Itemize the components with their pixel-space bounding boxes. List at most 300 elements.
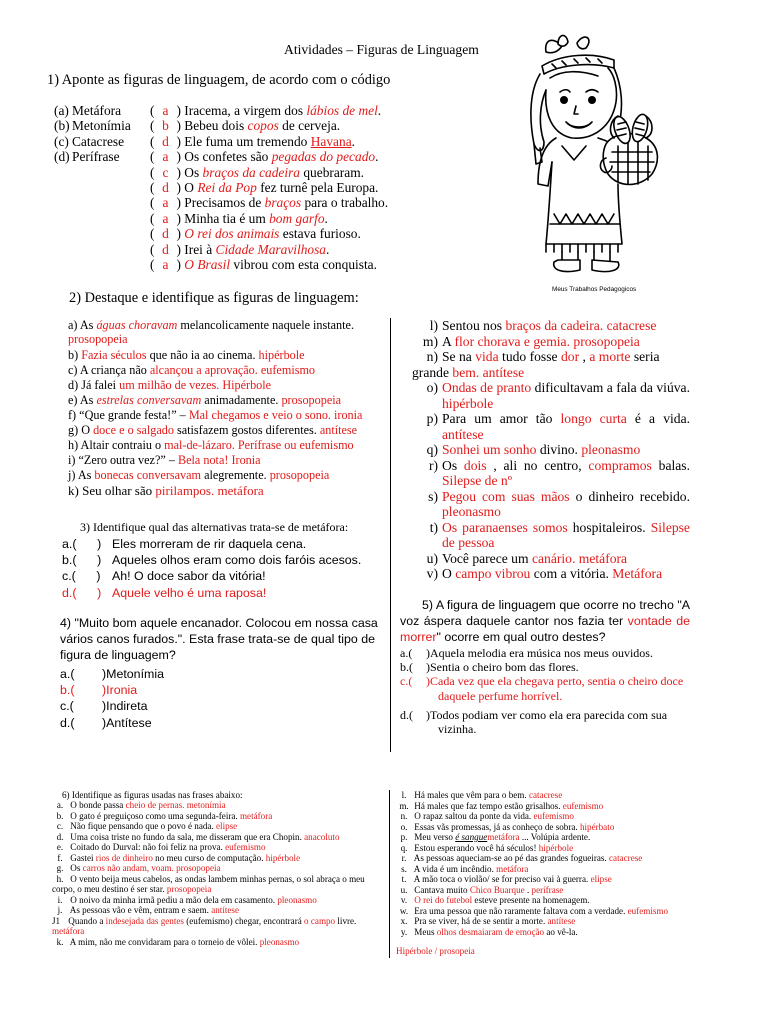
q1-paren-close: ) <box>176 226 181 242</box>
q6-item <box>396 811 716 822</box>
q6-text: O rapaz saltou da ponte da vida. <box>414 811 532 821</box>
q1-item <box>150 242 329 258</box>
q1-code-row <box>54 118 131 134</box>
q2-item-text <box>442 566 690 581</box>
q2-answer: Ironia <box>231 453 261 468</box>
q6-item-label: q. <box>400 842 408 853</box>
q2-answer: prosopopeia <box>269 468 330 483</box>
q1-answer-letter: a <box>162 210 169 226</box>
q5-option-label: b.( <box>400 660 413 675</box>
q1-paren-close: ) <box>176 133 181 149</box>
q1-paren-open: ( <box>150 103 155 118</box>
q1-paren-close: ) <box>176 103 181 118</box>
q1-figure-highlight: copos <box>247 118 279 134</box>
q6-item <box>396 927 716 938</box>
q2-answer: prosopopeia <box>281 392 342 407</box>
q6-highlight: metáfora <box>487 832 520 842</box>
q2-text: A <box>442 333 452 349</box>
q1-text: de cerveja. <box>282 118 341 134</box>
q5-option <box>400 674 690 702</box>
q1-text: estava furioso. <box>282 226 361 242</box>
q2-answer: pleonasmo <box>442 504 501 520</box>
q1-paren-open: ( <box>150 226 155 242</box>
q6-highlight: eufemismo <box>533 811 574 821</box>
q6-text: A vida é um incêndio. <box>413 863 494 874</box>
q4-option <box>60 666 164 682</box>
q2-item <box>68 378 386 392</box>
q6-highlight: olhos desmaiaram de emoção <box>436 926 545 937</box>
q1-item <box>150 211 328 227</box>
q2-item-label: i) <box>68 453 76 468</box>
q6-highlight: O rei do futebol <box>414 895 473 905</box>
q2-item-label: b) <box>68 347 79 362</box>
q2-item-label: k) <box>68 482 79 498</box>
q6-text: Gastei <box>70 852 94 863</box>
q2-item-label: q) <box>426 442 438 458</box>
q6-item-label: m. <box>399 800 409 811</box>
q1-paren-open: ( <box>150 210 155 226</box>
q6-highlight: eufemismo <box>225 842 266 852</box>
q2-item-label: d) <box>68 377 79 392</box>
q6-item <box>396 895 716 906</box>
q2-item <box>412 489 690 520</box>
q6-item-label: r. <box>401 853 407 863</box>
q1-figure-highlight: O Brasil <box>184 257 231 272</box>
q2-highlight: dor <box>560 349 580 365</box>
q2-answer: Perífrase ou eufemismo <box>237 438 354 453</box>
q6-text: Coitado do Durval: não foi feliz na prova. <box>70 842 223 852</box>
q1-answer-letter: d <box>162 180 169 195</box>
q2-item-label: p) <box>426 411 438 427</box>
q1-text: Precisamos de <box>184 195 262 211</box>
q6-text: (eufemismo) chegar, encontrará <box>186 915 302 926</box>
q5-option-label: c.( <box>400 674 413 689</box>
q2-answer: antítese <box>442 426 484 442</box>
q6-item-label: v. <box>400 895 408 905</box>
q3-option-label: a.( ) <box>62 537 102 551</box>
q6-left-column <box>52 800 384 947</box>
q2-item-text <box>442 442 690 457</box>
q2-answer: metáfora <box>217 482 264 498</box>
q1-figure-highlight: braços <box>264 195 302 211</box>
q1-text: Irei à <box>184 241 213 257</box>
q4-option-label: a.( <box>60 667 75 681</box>
q2-item <box>412 380 690 411</box>
q2-text: “Que grande festa!” – <box>79 407 186 422</box>
q1-code-row <box>54 103 121 119</box>
q6-highlight: prosopopeia <box>166 884 212 894</box>
q3-option <box>62 585 361 601</box>
q2-highlight: a morte <box>589 349 631 365</box>
q6-text: Pra se viver, há de se sentir a morte. <box>414 916 546 926</box>
q5-option-text: )Todos podiam ver como ela era parecida com sua vizinha. <box>426 707 668 737</box>
q2-item-label: t) <box>429 519 438 535</box>
q6-item <box>396 916 716 927</box>
q1-text: vibrou com esta conquista. <box>233 257 377 272</box>
q2-highlight: Os paranaenses somos <box>442 519 568 535</box>
q1-answer-letter: d <box>162 241 169 257</box>
q6-highlight: elipse <box>590 874 612 884</box>
q6-text: Há males que vêm para o bem. <box>414 790 527 800</box>
q4-options <box>60 666 164 731</box>
q2-item-label: e) <box>68 392 78 407</box>
q2-item-text <box>442 411 690 442</box>
q2-item <box>412 334 690 349</box>
q6-item-label: x. <box>400 916 408 926</box>
q2-text: Sentou nos <box>442 318 503 333</box>
q6-text: A mim, não me convidaram para o torneio de vôlei. <box>69 936 258 947</box>
q3-option-text: Aqueles olhos eram como dois faróis acesos. <box>112 553 362 568</box>
q6-footer: Hipérbole / prosopeia <box>396 946 475 956</box>
q2-answer: Hipérbole <box>222 377 272 392</box>
q6-item-label: b. <box>56 810 64 821</box>
q6-text: As pessoas aqueciam-se ao pé das grandes fogueiras. <box>413 853 607 863</box>
q2-item <box>412 349 690 380</box>
q1-paren-close: ) <box>176 241 181 257</box>
q2-text: As <box>79 392 94 407</box>
q6-highlight: catacrese <box>609 853 643 863</box>
q6-item <box>52 811 384 822</box>
q2-item-label: f) <box>68 407 77 422</box>
q6-highlight: perífrase <box>531 884 564 895</box>
q1-answer-letter: a <box>162 195 169 211</box>
q1-answer-letter: a <box>162 257 169 272</box>
q1-item <box>150 118 340 134</box>
q4-option-label: d.( <box>60 715 75 730</box>
q2-item <box>412 458 690 489</box>
q1-answer-letter: c <box>162 164 169 180</box>
q6-item <box>52 874 384 895</box>
q1-text: quebraram. <box>303 164 364 180</box>
q6-item-label: J1 <box>52 915 61 926</box>
q6-text: Meu verso <box>414 832 453 842</box>
q6-item-label: y. <box>400 926 408 937</box>
q1-code-name: Catacrese <box>72 133 125 149</box>
q6-highlight: o campo <box>304 915 336 926</box>
q2-item <box>68 438 386 452</box>
illustration-svg <box>522 34 672 284</box>
q1-paren-open: ( <box>150 118 155 134</box>
q2-item <box>68 423 386 437</box>
q6-highlight: hipérbole <box>538 842 574 853</box>
q1-paren-close: ) <box>176 195 181 211</box>
q6-item <box>396 790 716 801</box>
q6-item <box>396 864 716 875</box>
q2-item <box>68 348 386 362</box>
q3-option <box>62 536 361 552</box>
q2-highlight: um milhão de vezes. <box>119 377 220 392</box>
q5-option <box>400 660 690 674</box>
q2-item-text <box>442 489 690 520</box>
q6-highlight: carros não andam, voam. prosopopeia <box>82 863 221 873</box>
q2-highlight: Ondas de pranto <box>442 380 532 396</box>
q1-paren-open: ( <box>150 257 155 272</box>
q2-item-label: r) <box>428 457 438 473</box>
q2-item <box>412 566 690 581</box>
q2-item <box>68 408 386 422</box>
q2-highlight: campo vibrou <box>455 566 531 582</box>
q6-text: Era uma pessoa que não raramente faltava com a verdade. <box>414 905 626 916</box>
q6-highlight: Chico Buarque <box>469 884 525 895</box>
q1-text: fez turnê pela Europa. <box>260 180 379 195</box>
q6-item-label: u. <box>400 884 408 895</box>
q2-item-label: s) <box>428 488 438 504</box>
q2-text: A criança não <box>79 362 147 377</box>
q3-heading: 3) Identifique qual das alternativas trata-se de metáfora: <box>80 520 349 534</box>
q2-text: Os <box>442 457 458 473</box>
q1-paren-open: ( <box>150 180 155 195</box>
q1-text: Bebeu dois <box>184 118 245 134</box>
q2-highlight: Fazia séculos <box>81 347 147 362</box>
q2-answer: prosopopeia <box>573 333 640 349</box>
q3-option-text: Aquele velho é uma raposa! <box>112 585 267 600</box>
q1-code-row <box>54 149 120 165</box>
q6-item <box>396 906 716 917</box>
q5-heading-b: " ocorre em qual outro destes? <box>436 630 606 645</box>
q1-item <box>150 180 378 196</box>
q6-highlight: metáfora <box>52 926 85 936</box>
q6-item-label: c. <box>56 821 64 831</box>
q6-highlight: eufemismo <box>562 800 604 811</box>
q2-highlight: Pegou com suas mãos <box>442 488 570 504</box>
q4-option-text: )Antítese <box>102 715 152 730</box>
q6-item <box>52 916 384 937</box>
q1-figure-highlight: O rei dos animais <box>184 226 280 242</box>
q6-item-label: o. <box>400 821 408 832</box>
q4-option-label: c.( <box>60 699 74 714</box>
q2-text: As <box>77 468 92 483</box>
q6-highlight: rios de dinheiro <box>95 852 153 863</box>
q6-text: Os <box>70 863 81 873</box>
q2-item-label: o) <box>426 380 438 396</box>
q1-paren-open: ( <box>150 133 155 149</box>
q6-item <box>396 822 716 833</box>
q2-text: As <box>79 318 94 332</box>
q6-highlight: metáfora <box>496 863 529 874</box>
q2-item <box>68 453 386 467</box>
q2-highlight: águas choravam <box>96 318 178 332</box>
q1-text: . <box>324 210 328 226</box>
q2-text: melancolicamente naquele instante. <box>180 318 354 332</box>
q6-text: no meu curso de computação. <box>155 852 264 863</box>
q6-text: O vento beija meus cabelos, as ondas lambem minhas pernas, o sol abraça o meu corpo, o meu destino é ser star. <box>52 873 365 894</box>
q1-text: . <box>375 149 379 165</box>
q2-item-label: l) <box>429 318 438 333</box>
q2-text: é a vida. <box>634 411 691 427</box>
q1-code-name: Perífrase <box>72 149 120 165</box>
q6-item-label: d. <box>56 831 64 842</box>
q6-item-label: a. <box>56 800 64 810</box>
q2-highlight: longo curta <box>560 411 627 427</box>
q2-item-label: c) <box>68 362 78 377</box>
q6-item <box>52 895 384 906</box>
q2-text: Altair contraiu o <box>80 438 162 453</box>
q1-code-key: (c) <box>54 133 69 149</box>
q6-text: . <box>526 884 530 895</box>
q4-heading: 4) "Muito bom aquele encanador. Colocou em nossa casa vários canos furados.". Esta frase trata-se de qual tipo de figura de linguagem? <box>60 616 378 663</box>
q2-highlight: braços da cadeira. <box>505 318 604 333</box>
q1-text: . <box>351 133 356 149</box>
q1-figure-highlight: pegadas do pecado <box>271 149 376 165</box>
q2-answer: hipérbole <box>258 347 305 362</box>
q1-text: O <box>184 180 194 195</box>
q6-text: Há males que faz tempo estão grisalhos. <box>414 800 561 811</box>
q2-item <box>412 551 690 566</box>
q2-item <box>68 468 386 482</box>
q2-text: que não ia ao cinema. <box>149 347 256 362</box>
q1-text: Os <box>184 164 200 180</box>
q5-option-label: a.( <box>400 646 413 660</box>
q2-answer: antítese <box>482 364 525 380</box>
q2-text: Para um amor tão <box>442 411 553 427</box>
q1-text: Os confetes são <box>184 149 269 165</box>
q6-highlight: anacoluto <box>304 831 340 842</box>
q2-item-text <box>412 349 660 379</box>
q6-text: ... Volúpia ardente. <box>521 832 591 842</box>
q2-highlight: Mal chegamos e veio o sono. <box>188 407 331 422</box>
q6-text: A mão toca o violão/ se for preciso vai à guerra. <box>413 874 589 884</box>
column-divider <box>390 318 391 752</box>
q2-answer: Silepse de nº <box>442 473 512 489</box>
q3-option-label: b.( ) <box>62 553 102 568</box>
q2-item <box>412 411 690 442</box>
q2-text: com a vitória. <box>533 566 609 582</box>
q2-text: hospitaleiros. <box>572 519 646 535</box>
q6-text: Meus <box>414 926 435 937</box>
q1-paren-open: ( <box>150 164 155 180</box>
q1-paren-close: ) <box>176 257 181 272</box>
q2-highlight: pirilampos. <box>155 482 215 498</box>
q5-options <box>400 646 690 736</box>
q5-option-text: )Aquela melodia era música nos meus ouvidos. <box>426 646 653 660</box>
q6-item <box>52 863 384 874</box>
q6-highlight: antítese <box>211 905 239 915</box>
q1-item <box>150 103 381 119</box>
q1-paren-open: ( <box>150 149 155 165</box>
q1-paren-open: ( <box>150 195 155 211</box>
q6-item <box>396 885 716 896</box>
q1-figure-highlight: Cidade Maravilhosa <box>215 241 326 257</box>
q6-item <box>52 800 384 811</box>
q6-highlight: antítese <box>547 916 576 926</box>
q2-text: alegremente. <box>204 468 267 483</box>
q2-answer: prosopopeia <box>68 332 128 347</box>
q1-paren-close: ) <box>176 164 181 180</box>
q6-item-label: i. <box>57 894 63 905</box>
q2-highlight: Sonhei um sonho <box>442 442 537 458</box>
q6-highlight: catacrese <box>528 790 563 800</box>
q2-text: , <box>582 349 586 365</box>
q2-answer: Silepse de pessoa <box>442 519 690 551</box>
q1-text: Iracema, a virgem dos <box>184 103 304 118</box>
q2-item <box>68 393 386 407</box>
q6-right-column <box>396 790 716 937</box>
q1-answer-letter: d <box>162 226 169 242</box>
q2-highlight: vida <box>475 349 499 365</box>
q6-highlight: indesejada das gentes <box>105 915 184 926</box>
girl-with-corn-basket-icon <box>522 34 672 293</box>
q6-item <box>396 843 716 854</box>
q2-highlight: bem. <box>452 364 480 380</box>
q5-option <box>400 708 690 736</box>
q4-option-text: )Ironia <box>102 683 138 698</box>
q1-answer-letter: b <box>162 118 169 134</box>
q6-item <box>52 832 384 843</box>
q1-figure-highlight: Rei da Pop <box>197 180 257 195</box>
q2-highlight: alcançou a aprovação. <box>149 362 258 377</box>
q2-item-text <box>442 334 690 349</box>
q2-text: divino. <box>539 442 578 458</box>
q6-text: Não fique pensando que o povo é nada. <box>70 821 214 831</box>
q6-item-label: h. <box>56 873 64 884</box>
q6-item <box>396 832 716 843</box>
q6-text: O bonde passa <box>70 800 124 810</box>
q5-option <box>400 646 690 660</box>
q1-code-key: (a) <box>54 103 69 118</box>
q6-text: esteve presente na homenagem. <box>474 895 590 905</box>
q6-item <box>52 937 384 948</box>
q2-item <box>68 318 386 347</box>
q4-option-text: )Metonímia <box>102 667 164 681</box>
q6-text: Uma coisa triste no fundo da sala, me disseram que era Chopin. <box>70 831 302 842</box>
q2-text: seria grande <box>412 349 660 380</box>
q2-text: satisfazem gostos diferentes. <box>177 422 317 437</box>
q6-item <box>396 801 716 812</box>
q2-item <box>412 318 690 333</box>
q6-text: Quando a <box>68 915 104 926</box>
q6-highlight: pleonasmo <box>277 894 317 905</box>
q2-text: O <box>442 566 452 582</box>
q4-option-label: b.( <box>60 683 75 698</box>
q4-option <box>60 698 164 714</box>
q1-paren-open: ( <box>150 241 155 257</box>
q1-figure-highlight: lábios de mel <box>306 103 378 118</box>
q2-text: “Zero outra vez?” – <box>78 453 175 468</box>
q6-text: Cantava muito <box>414 884 468 895</box>
q1-item <box>150 195 388 211</box>
q2-text: tudo fosse <box>502 349 558 365</box>
q1-paren-close: ) <box>176 180 181 195</box>
q2-highlight: mal-de-lázaro. <box>164 438 235 453</box>
q2-text: Seu olhar são <box>82 482 153 498</box>
q6-highlight: hipérbato <box>579 821 615 832</box>
q6-heading: 6) Identifique as figuras usadas nas frases abaixo: <box>62 790 243 800</box>
q6-text: O gato é preguiçoso como uma segunda-feira. <box>70 810 238 821</box>
q1-text: Ele fuma um tremendo <box>184 133 308 149</box>
q2-highlight: dois <box>463 457 487 473</box>
q2-text: , ali no centro, <box>493 457 582 473</box>
q2-text: Já falei <box>81 377 117 392</box>
q1-item <box>150 165 364 181</box>
q5-heading-highlight: vontade de morrer <box>400 614 690 645</box>
q6-item <box>52 821 384 832</box>
q1-text: Minha tia é um <box>184 210 266 226</box>
q1-answer-letter: a <box>162 149 169 165</box>
q1-text: para o trabalho. <box>304 195 389 211</box>
q5-option-text: )Sentia o cheiro bom das flores. <box>426 660 579 675</box>
q6-item-label: g. <box>56 863 64 873</box>
q1-code-name: Metáfora <box>72 103 122 118</box>
q2-text: dificultavam a fala da viúva. <box>534 380 690 396</box>
illustration-caption: Meus Trabalhos Pedagogicos <box>552 286 637 293</box>
q6-text: ao vê-la. <box>546 926 578 937</box>
q1-code-key: (b) <box>54 118 70 134</box>
q2-highlight: canário. <box>531 550 576 566</box>
q1-code-row <box>54 134 124 150</box>
q2-heading: 2) Destaque e identifique as figuras de linguagem: <box>69 290 359 306</box>
q1-text: . <box>326 241 330 257</box>
q6-item-label: p. <box>400 832 408 842</box>
